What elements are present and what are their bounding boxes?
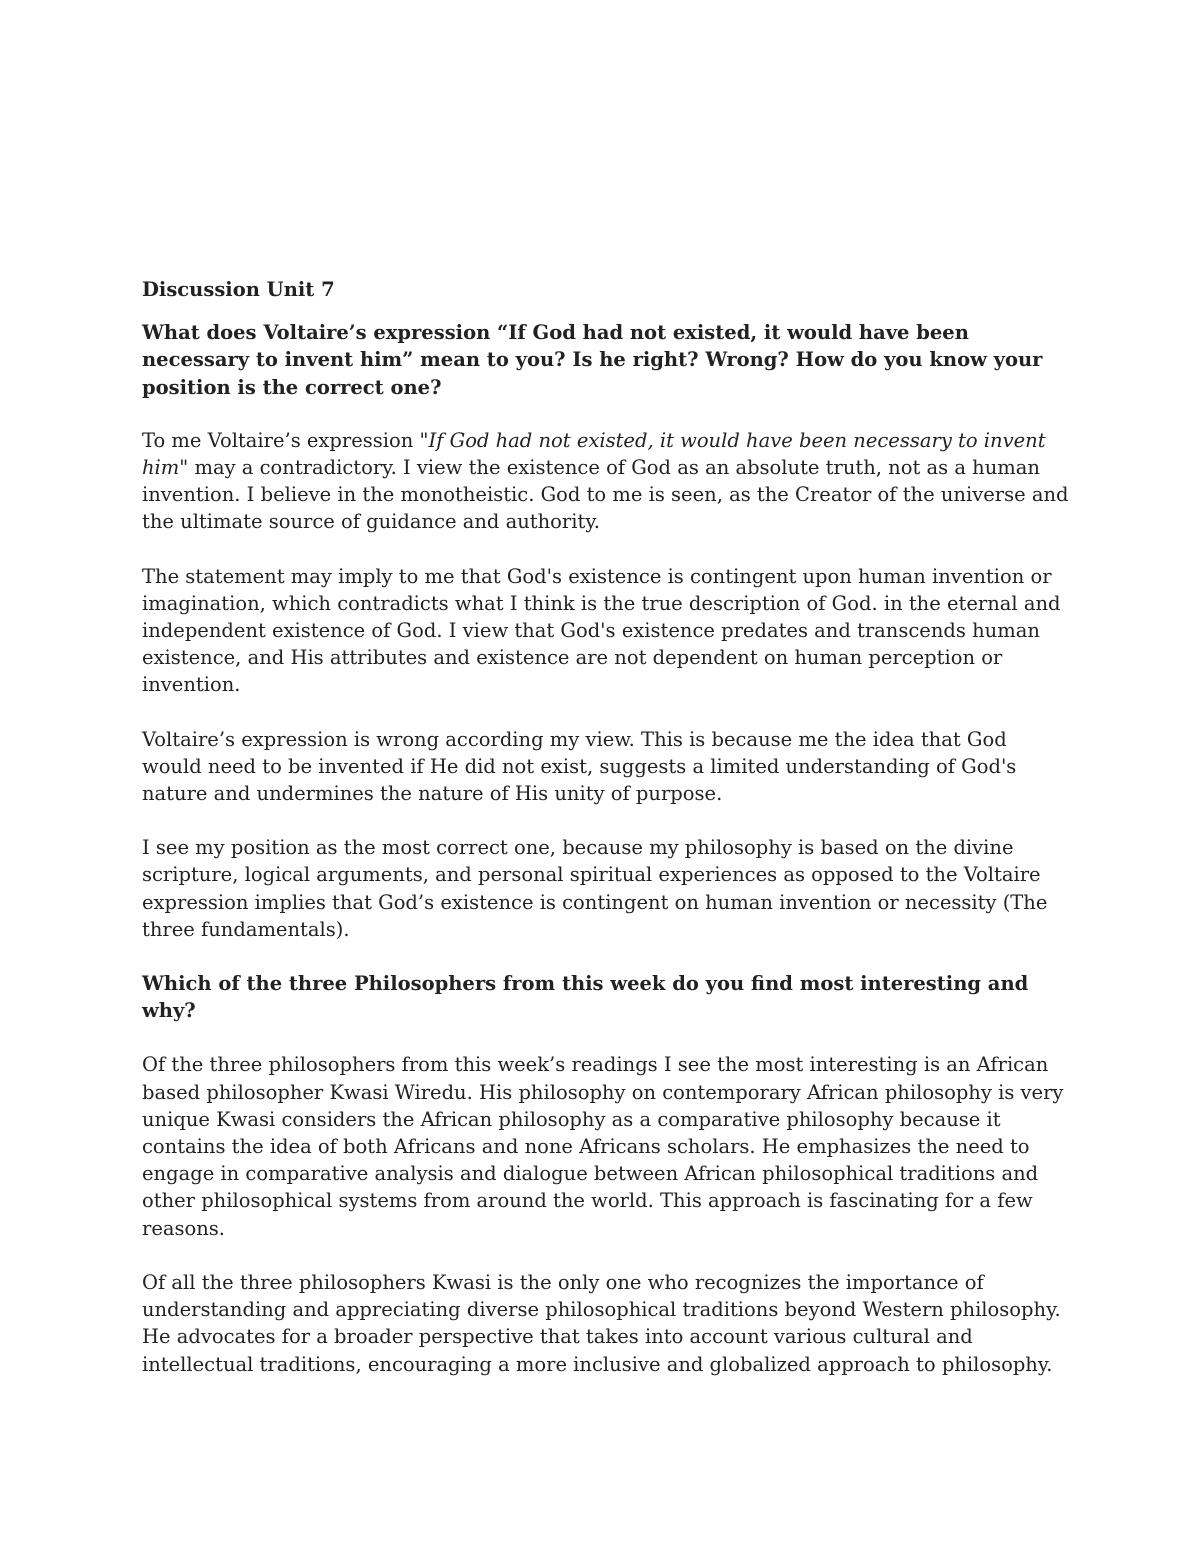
answer-paragraph-6: Of all the three philosophers Kwasi is the only one who recognizes the importance of understanding and appreciating diverse philosophical traditions beyond Western philosophy. He advocates for a broader perspective that takes into account various cultural and intellectual traditions, encouraging a more inclusive and globalized approach to philosophy.	[142, 1270, 1061, 1376]
voltaire-quote: If God had not existed, it would have been necessary to invent him	[142, 428, 1046, 480]
question-one: What does Voltaire’s expression “If God had not existed, it would have been necessary to invent him” mean to you? Is he right? Wrong? How do you know your position is the correct one?	[142, 321, 1043, 399]
answer-paragraph-4: I see my position as the most correct one, because my philosophy is based on the divine scripture, logical arguments, and personal spiritual experiences as opposed to the Voltaire expression implies that God’s existence is contingent on human invention or necessity (The three fundamentals).	[142, 836, 1048, 941]
question-two: Which of the three Philosophers from this week do you find most interesting and why?	[142, 972, 1029, 1023]
answer-paragraph-2: The statement may imply to me that God's existence is contingent upon human invention or imagination, which contradicts what I think is the true description of God. in the eternal and independent existence of God. I view that God's existence predates and transcends human existence, and His attributes and existence are not dependent on human perception or invention.	[142, 564, 1061, 697]
answer-paragraph-5: Of the three philosophers from this week’s readings I see the most interesting is an African based philosopher Kwasi Wiredu. His philosophy on contemporary African philosophy is very unique Kwasi considers the African philosophy as a comparative philosophy because it contains the idea of both Africans and none Africans scholars. He emphasizes the need to engage in comparative analysis and dialogue between African philosophical traditions and other philosophical systems from around the world. This approach is fascinating for a few reasons.	[142, 1053, 1064, 1240]
document-title: Discussion Unit 7	[142, 278, 335, 301]
answer-paragraph-3: Voltaire’s expression is wrong according my view. This is because me the idea that God would need to be invented if He did not exist, suggests a limited understanding of God's nature and undermines the nature of His unity of purpose.	[142, 727, 1017, 806]
answer-paragraph-1-lead: To me Voltaire’s expression "	[142, 428, 429, 452]
answer-paragraph-1	[142, 427, 1072, 536]
document-body	[142, 276, 1072, 1405]
answer-paragraph-1-tail: " may a contradictory. I view the existence of God as an absolute truth, not as a human invention. I believe in the monotheistic. God to me is seen, as the Creator of the universe and the ultimate source of guidance and authority.	[142, 456, 1069, 534]
